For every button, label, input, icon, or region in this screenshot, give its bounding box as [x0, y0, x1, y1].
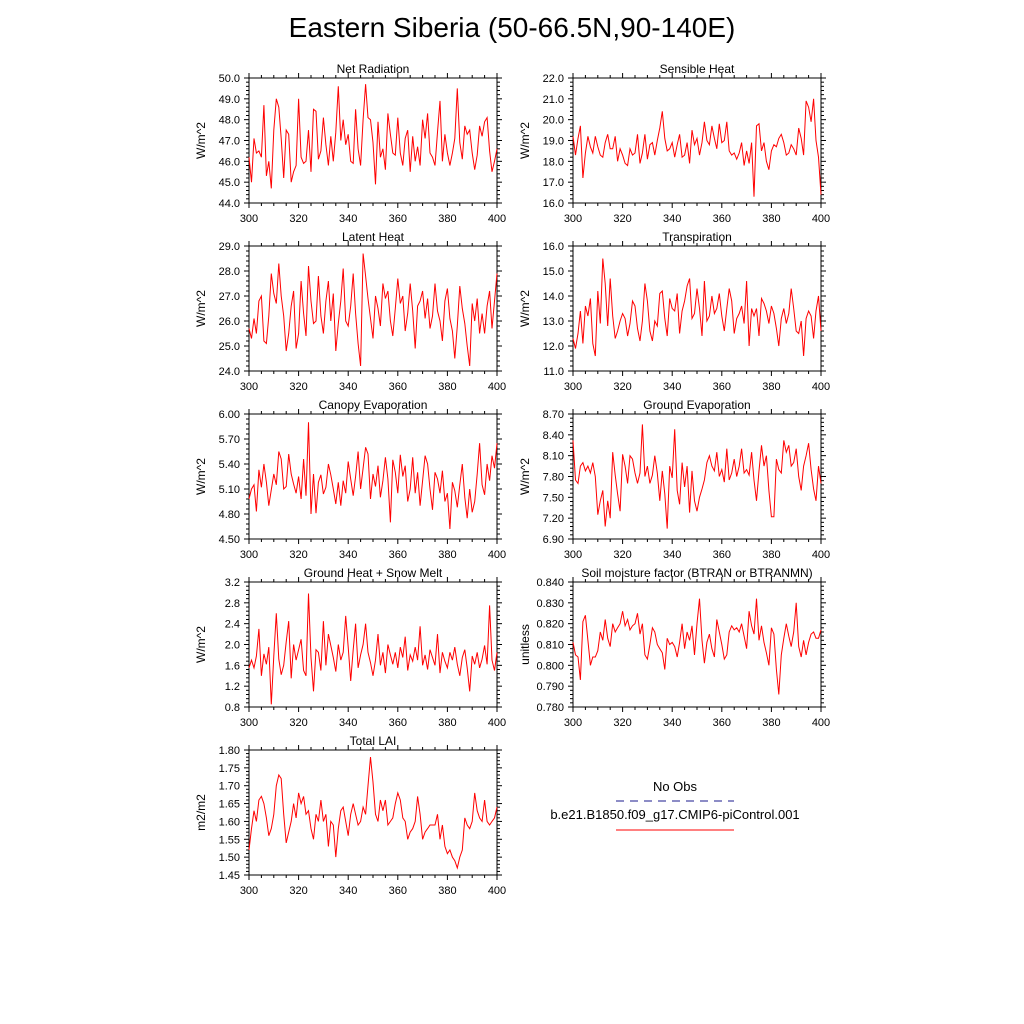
y-tick-label: 25.0 — [218, 341, 240, 353]
x-tick-label: 380 — [438, 381, 457, 393]
x-tick-label: 320 — [613, 381, 632, 393]
y-tick-label: 15.0 — [542, 266, 564, 278]
y-tick-label: 7.80 — [542, 471, 564, 484]
x-tick-label: 340 — [663, 213, 682, 225]
series-line — [249, 594, 497, 705]
x-tick-label: 320 — [289, 549, 308, 561]
y-tick-label: 1.50 — [218, 852, 240, 865]
plot-frame — [573, 414, 821, 539]
x-tick-label: 320 — [289, 717, 308, 729]
y-axis-label: W/m^2 — [194, 290, 208, 327]
y-tick-label: 1.6 — [224, 660, 240, 673]
y-tick-label: 12.0 — [542, 341, 564, 353]
y-tick-label: 5.10 — [218, 484, 240, 496]
y-axis-label: W/m^2 — [194, 626, 208, 663]
panel-8 — [518, 566, 830, 729]
y-tick-label: 14.0 — [542, 291, 564, 303]
x-tick-label: 300 — [239, 885, 259, 897]
x-tick-label: 380 — [438, 717, 457, 729]
series-line — [573, 424, 821, 528]
y-tick-label: 50.0 — [218, 73, 240, 85]
y-tick-label: 8.40 — [542, 429, 564, 442]
y-tick-label: 18.0 — [542, 156, 564, 169]
panel-3 — [194, 230, 506, 393]
x-tick-label: 360 — [388, 381, 407, 393]
y-tick-label: 0.8 — [224, 702, 240, 714]
y-tick-label: 7.50 — [542, 492, 564, 505]
y-tick-label: 44.0 — [218, 198, 240, 210]
panel-5 — [194, 398, 506, 561]
panel-title: Net Radiation — [336, 62, 410, 76]
series-line — [249, 422, 497, 529]
x-tick-label: 340 — [663, 717, 682, 729]
x-tick-label: 360 — [712, 549, 731, 561]
y-axis-label: W/m^2 — [518, 290, 532, 327]
x-tick-label: 380 — [438, 885, 457, 897]
y-tick-label: 1.55 — [218, 834, 240, 847]
x-tick-label: 300 — [563, 549, 583, 561]
x-tick-label: 380 — [762, 213, 781, 225]
y-tick-label: 26.0 — [218, 316, 240, 328]
x-tick-label: 320 — [613, 549, 632, 561]
y-tick-label: 47.0 — [218, 135, 240, 148]
y-tick-label: 0.840 — [536, 577, 564, 589]
x-tick-label: 380 — [762, 717, 781, 729]
y-tick-label: 1.45 — [218, 870, 240, 882]
x-tick-label: 380 — [438, 549, 457, 561]
y-tick-label: 16.0 — [542, 241, 564, 253]
legend-obs-label: No Obs — [652, 779, 698, 794]
y-tick-label: 24.0 — [218, 366, 240, 378]
y-tick-label: 28.0 — [218, 266, 240, 278]
panel-title: Ground Evaporation — [643, 398, 751, 412]
x-tick-label: 360 — [712, 213, 731, 225]
y-tick-label: 1.65 — [218, 798, 240, 811]
series-line — [573, 599, 821, 695]
x-tick-label: 400 — [811, 717, 831, 729]
y-tick-label: 21.0 — [542, 93, 564, 106]
panel-7 — [194, 566, 506, 729]
x-tick-label: 360 — [712, 381, 731, 393]
panel-title: Transpiration — [662, 230, 732, 244]
y-tick-label: 6.00 — [218, 409, 240, 421]
x-tick-label: 400 — [487, 213, 507, 225]
y-tick-label: 8.70 — [542, 409, 564, 421]
x-tick-label: 400 — [811, 213, 831, 225]
y-axis-label: unitless — [518, 624, 532, 665]
y-tick-label: 1.70 — [218, 780, 240, 793]
x-tick-label: 300 — [563, 381, 583, 393]
x-tick-label: 380 — [762, 381, 781, 393]
y-tick-label: 0.780 — [536, 702, 564, 714]
x-tick-label: 360 — [388, 717, 407, 729]
x-tick-label: 360 — [712, 717, 731, 729]
y-tick-label: 11.0 — [543, 366, 564, 378]
x-tick-label: 320 — [289, 885, 308, 897]
y-tick-label: 4.50 — [218, 534, 240, 546]
panel-title: Sensible Heat — [659, 62, 735, 76]
y-tick-label: 49.0 — [218, 93, 240, 106]
x-tick-label: 360 — [388, 885, 407, 897]
y-tick-label: 22.0 — [542, 73, 564, 85]
y-tick-label: 7.20 — [542, 513, 564, 526]
x-tick-label: 300 — [239, 717, 259, 729]
y-tick-label: 27.0 — [218, 291, 240, 303]
series-line — [573, 99, 821, 197]
y-tick-label: 3.2 — [224, 577, 240, 589]
x-tick-label: 360 — [388, 213, 407, 225]
x-tick-label: 340 — [339, 381, 358, 393]
panel-4 — [518, 230, 830, 393]
panel-title: Ground Heat + Snow Melt — [303, 566, 443, 580]
y-tick-label: 48.0 — [218, 114, 240, 127]
series-line — [249, 254, 497, 367]
y-tick-label: 0.810 — [536, 639, 564, 652]
x-tick-label: 320 — [613, 717, 632, 729]
y-tick-label: 2.0 — [224, 639, 240, 652]
y-tick-label: 19.0 — [542, 135, 564, 148]
y-tick-label: 5.70 — [218, 434, 240, 446]
y-tick-label: 0.830 — [536, 597, 564, 610]
legend-model-label: b.e21.B1850.f09_g17.CMIP6-piControl.001 — [550, 807, 800, 822]
x-tick-label: 400 — [487, 717, 507, 729]
x-tick-label: 380 — [438, 213, 457, 225]
x-tick-label: 320 — [613, 213, 632, 225]
y-axis-label: W/m^2 — [518, 122, 532, 159]
x-tick-label: 360 — [388, 549, 407, 561]
x-tick-label: 340 — [339, 213, 358, 225]
x-tick-label: 300 — [563, 717, 583, 729]
x-tick-label: 300 — [239, 381, 259, 393]
panel-6 — [518, 398, 830, 561]
y-axis-label: W/m^2 — [518, 458, 532, 495]
y-tick-label: 16.0 — [542, 198, 564, 210]
y-tick-label: 0.800 — [536, 660, 564, 673]
main-title: Eastern Siberia (50-66.5N,90-140E) — [288, 12, 736, 43]
x-tick-label: 380 — [762, 549, 781, 561]
x-tick-label: 400 — [487, 381, 507, 393]
y-tick-label: 1.2 — [224, 681, 240, 694]
x-tick-label: 300 — [239, 549, 259, 561]
series-line — [249, 84, 497, 188]
x-tick-label: 340 — [339, 717, 358, 729]
y-tick-label: 5.40 — [218, 459, 240, 471]
x-tick-label: 320 — [289, 213, 308, 225]
x-tick-label: 340 — [663, 381, 682, 393]
y-axis-label: W/m^2 — [194, 458, 208, 495]
y-tick-label: 0.820 — [536, 618, 564, 631]
y-tick-label: 2.4 — [224, 618, 240, 631]
y-tick-label: 6.90 — [542, 534, 564, 546]
panel-9 — [194, 734, 506, 897]
y-tick-label: 8.10 — [542, 450, 564, 463]
x-tick-label: 340 — [339, 885, 358, 897]
x-tick-label: 400 — [811, 549, 831, 561]
series-line — [573, 259, 821, 357]
x-tick-label: 400 — [487, 885, 507, 897]
x-tick-label: 400 — [487, 549, 507, 561]
panel-title: Soil moisture factor (BTRAN or BTRANMN) — [581, 566, 813, 580]
y-tick-label: 1.80 — [218, 745, 240, 757]
panel-title: Total LAI — [349, 734, 397, 748]
y-tick-label: 17.0 — [542, 177, 564, 190]
x-tick-label: 300 — [239, 213, 259, 225]
y-tick-label: 1.75 — [218, 762, 240, 775]
x-tick-label: 400 — [811, 381, 831, 393]
y-tick-label: 46.0 — [218, 156, 240, 169]
panel-2 — [518, 62, 830, 225]
panel-1 — [194, 62, 506, 225]
y-axis-label: W/m^2 — [194, 122, 208, 159]
x-tick-label: 300 — [563, 213, 583, 225]
x-tick-label: 340 — [339, 549, 358, 561]
y-tick-label: 4.80 — [218, 509, 240, 521]
x-tick-label: 340 — [663, 549, 682, 561]
y-tick-label: 29.0 — [218, 241, 240, 253]
y-tick-label: 13.0 — [542, 316, 564, 328]
y-axis-label: m2/m2 — [194, 794, 208, 831]
panel-title: Canopy Evaporation — [318, 398, 428, 412]
x-tick-label: 320 — [289, 381, 308, 393]
y-tick-label: 45.0 — [218, 177, 240, 190]
y-tick-label: 20.0 — [542, 114, 564, 127]
series-line — [249, 757, 497, 868]
plot-frame — [249, 246, 497, 371]
panel-title: Latent Heat — [341, 230, 405, 244]
y-tick-label: 1.60 — [218, 816, 240, 829]
y-tick-label: 0.790 — [536, 681, 564, 694]
y-tick-label: 2.8 — [224, 597, 240, 610]
